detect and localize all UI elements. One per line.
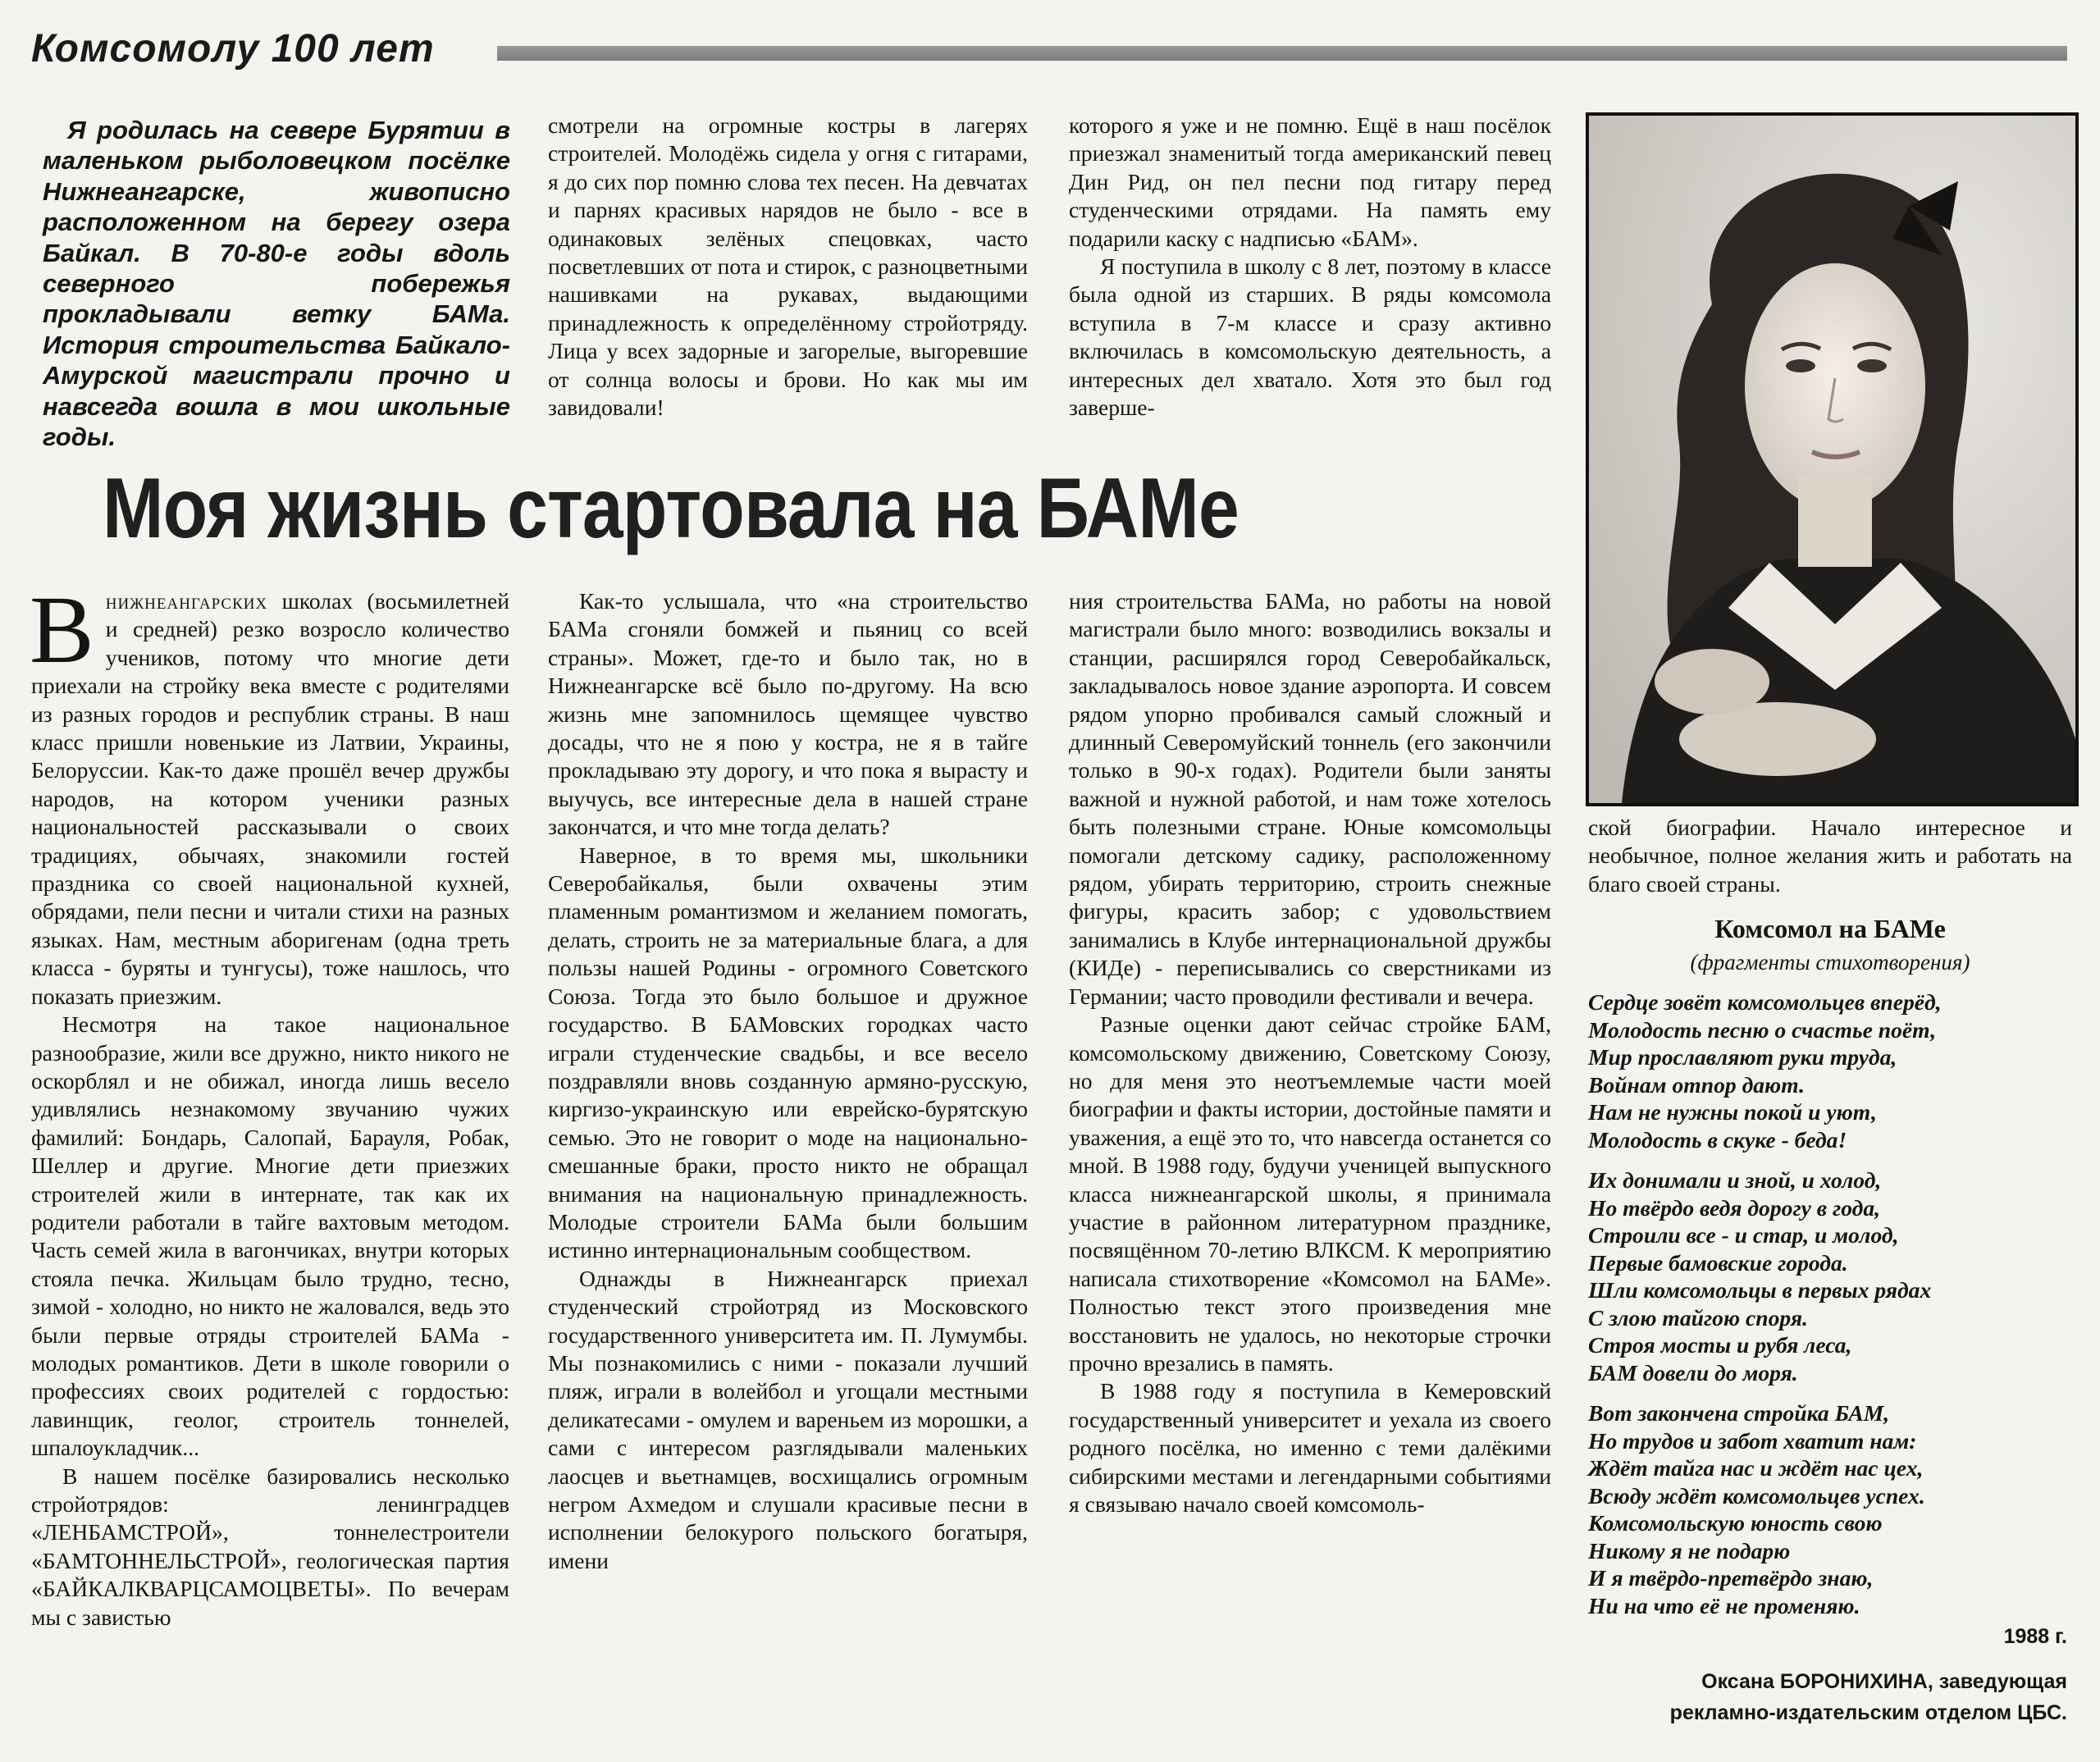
poem-line: Молодость в скуке - беда!	[1588, 1126, 1847, 1153]
paragraph: Наверное, в то время мы, школьники Северобайкалья, были охвачены этим пламенным романтизмом и желанием помогать, делать, строить не за материальные блага, а для пользы нашей Родины - огромного Советского Союза. Тогда это было большое и дружное государство. В БАМовских городках часто играли студенческие свадьбы, и все весело поздравляли вновь созданную армяно-русскую, киргизо-украинскую или еврейско-бурятскую семью. Это не говорит о моде на национально-смешанные браки, просто никто не обращал внимания на национальную принадлежность. Молодые строители БАМа были большим истинно интернациональным сообществом.	[548, 842, 1028, 1263]
main-column-1	[30, 576, 509, 1632]
poem-stanza	[1588, 1399, 2080, 1619]
rubric-title: Комсомолу 100 лет	[31, 27, 435, 71]
poem-line: Ждёт тайга нас и ждёт нас цех,	[1588, 1455, 1924, 1481]
poem-line: Шли комсомольцы в первых рядах	[1588, 1277, 1932, 1303]
author-signature	[1608, 1666, 2067, 1728]
rubric-bar	[497, 46, 2067, 61]
poem	[1588, 988, 2080, 1632]
paragraph: ской биографии. Начало интересное и необычное, полное желания жить и работать на благо своей страны.	[1588, 815, 2072, 897]
poem-line: Их донимали и зной, и холод,	[1588, 1167, 1882, 1193]
poem-line: С злою тайгою споря.	[1588, 1304, 1808, 1331]
portrait-photo	[1586, 112, 2079, 806]
main-column-2	[548, 587, 1028, 1575]
poem-year: 1988 г.	[2003, 1625, 2067, 1648]
poem-line: Но трудов и забот хватит нам:	[1588, 1427, 1917, 1454]
paragraph: Я поступила в школу с 8 лет, поэтому в классе была одной из старших. В ряды комсомола вступила в 7-м классе и сразу активно включилась в комсомольскую деятельность, а интересных дел хватало. Хотя это был год заверше-	[1069, 253, 1551, 421]
poem-line: Строя мосты и рубя леса,	[1588, 1332, 1852, 1358]
main-column-3	[1069, 587, 1551, 1518]
poem-line: Нам не нужны покой и уют,	[1588, 1099, 1877, 1125]
poem-line: Войнам отпор дают.	[1588, 1071, 1805, 1098]
first-text: школах (восьмилетней и средней) резко возросло количество учеников, потому что многие дети приехали на стройку века вместе с родителями из разных городов и республик страны. В наш класс пришли новенькие из Латвии, Украины, Белоруссии. Как-то даже прошёл вечер дружбы народов, на котором ученики разных национальностей рассказывали о своих традициях, обычаях, знакомили гостей праздника со своей национальной кухней, обрядами, пели песни и читали стихи на разных языках. Нам, местным аборигенам (одна треть класса - буряты и тунгусы), тоже нашлось, что показать приезжим.	[31, 588, 509, 1009]
poem-line: Мир прославляют руки труда,	[1588, 1044, 1897, 1070]
paragraph: Несмотря на такое национальное разнообразие, жили все дружно, никто никого не оскорблял и не обижал, иногда лишь весело удивлялись незнакомому звучанию чужих фамилий: Бондарь, Салопай, Барауля, Робак, Шеллер и другие. Многие дети приезжих строителей жили в интернате, так как их родители работали в тайге вахтовым методом. Часть семей жила в вагончиках, внутри которых стояла печка. Жильцам было трудно, тесно, зимой - холодно, но никто не жаловался, ведь это были первые отряды строителей БАМа - молодых романтиков. Дети в школе говорили о профессиях своих родителей с гордостью: лавинщик, геолог, строитель тоннелей, шпалоукладчик...	[31, 1011, 509, 1461]
poem-stanza	[1588, 988, 2080, 1153]
paragraph: В 1988 году я поступила в Кемеровский государственный университет и уехала из своего родного посёлка, но именно с теми далёкими сибирскими местами и легендарными событиями я связываю начало своей комсомоль-	[1069, 1378, 1551, 1517]
poem-line: Первые бамовские города.	[1588, 1249, 1848, 1276]
headline: Моя жизнь стартовала на БАМе	[103, 461, 1239, 556]
poem-line: Комсомольскую юность свою	[1588, 1510, 1883, 1536]
paragraph: Разные оценки дают сейчас стройке БАМ, комсомольскому движению, Советскому Союзу, но для меня это неотъемлемые части моей биографии и факты истории, достойные памяти и уважения, а ещё это то, что навсегда останется со мной. В 1988 году, будучи ученицей выпускного класса нижнеангарской школы, я принимала участие в районном литературном празднике, посвящённом 70-летию ВЛКСМ. К мероприятию написала стихотворение «Комсомол на БАМе». Полностью текст этого произведения мне восстановить не удалось, но некоторые строчки прочно врезались в память.	[1069, 1011, 1551, 1376]
poem-line: Ни на что её не променяю.	[1588, 1592, 1860, 1618]
author-line-2: рекламно-издательским отделом ЦБС.	[1669, 1701, 2067, 1724]
poem-line: Вот закончена стройка БАМ,	[1588, 1400, 1890, 1426]
top-column-3	[1069, 112, 1551, 422]
drop-cap: В	[30, 576, 94, 683]
paragraph: которого я уже и не помню. Ещё в наш посёлок приезжал знаменитый тогда американский певец Дин Рид, он пел песни под гитару перед студенческими отрядами. На память ему подарили каску с надписью «БАМ».	[1069, 112, 1551, 251]
paragraph: Как-то услышала, что «на строительство БАМа сгоняли бомжей и пьяниц со всей страны». Может, где-то и было так, но в Нижнеангарске всё было по-другому. На всю жизнь мне запомнилось щемящее чувство досады, что не я пою у костра, не я в тайге прокладываю эту дорогу, и что пока я вырасту и выучусь, все интересные дела в нашей стране закончатся, и что мне тогда делать?	[548, 588, 1028, 840]
poem-line: Никому я не подарю	[1588, 1537, 1791, 1563]
poem-stanza	[1588, 1166, 2080, 1386]
paragraph: ния строительства БАМа, но работы на новой магистрали было много: возводились вокзалы и станции, расширялся город Северобайкальск, закладывалось новое здание аэропорта. И совсем рядом упорно пробивался самый сложный и длинный Северомуйский тоннель (его закончили только в 90-х годах). Родители были заняты важной и нужной работой, и нам тоже хотелось быть полезными стране. Юные комсомольцы помогали детскому садику, расположенному рядом, убирать территорию, строить снежные фигуры, красить забор; с удовольствием занимались в Клубе интернациональной дружбы (КИДе) - переписывались со сверстниками из Германии; часто проводили фестивали и вечера.	[1069, 588, 1551, 1009]
poem-line: И я твёрдо-претвёрдо знаю,	[1588, 1565, 1874, 1591]
poem-line: Сердце зовёт комсомольцев вперёд,	[1588, 989, 1942, 1015]
top-column-2	[548, 112, 1028, 422]
paragraph	[30, 576, 509, 1011]
first-word: нижнеангарских	[105, 588, 268, 614]
author-line-1: Оксана БОРОНИХИНА, заведующая	[1701, 1670, 2067, 1693]
poem-line: Строили все - и стар, и молод,	[1588, 1222, 1899, 1248]
poem-line: Молодость песню о счастье поёт,	[1588, 1016, 1937, 1043]
paragraph: смотрели на огромные костры в лагерях строителей. Молодёжь сидела у огня с гитарами, я до сих пор помню слова тех песен. На девчатах и парнях красивых нарядов не было - все в одинаковых зелёных спецовках, часто посветлевших от пота и стирок, с разноцветными нашивками на рукавах, выдающими принадлежность к определённому стройотряду. Лица у всех задорные и загорелые, выгоревшие от солнца волосы и брови. Но как мы им завидовали!	[548, 112, 1028, 421]
poem-line: Но твёрдо ведя дорогу в года,	[1588, 1194, 1881, 1221]
poem-subtitle: (фрагменты стихотворения)	[1690, 950, 1970, 975]
poem-title: Комсомол на БАМе	[1714, 914, 1946, 943]
poem-line: Всюду ждёт комсомольцев успех.	[1588, 1482, 1925, 1509]
lead-paragraph: Я родилась на севере Бурятии в маленьком рыболовецком посёлке Нижнеангарске, живописно расположенном на берегу озера Байкал. В 70-80-е годы вдоль северного побережья прокладывали ветку БАМа. История строительства Байкало-Амурской магистрали прочно и навсегда вошла в мои школьные годы.	[43, 116, 510, 452]
poem-line: БАМ довели до моря.	[1588, 1359, 1798, 1385]
paragraph: В нашем посёлке базировались несколько стройотрядов: ленинградцев «ЛЕНБАМСТРОЙ», тоннелестроители «БАМТОННЕЛЬСТРОЙ», геологическая партия «БАЙКАЛКВАРЦСАМОЦВЕТЫ». По вечерам мы с завистью	[31, 1463, 509, 1630]
column-4-text	[1588, 814, 2072, 898]
paragraph: Однажды в Нижнеангарск приехал студенческий стройотряд из Московского государственного университета им. П. Лумумбы. Мы познакомились с ними - показали лучший пляж, играли в волейбол и угощали местными деликатесами - омулем и вареньем из морошки, а сами с интересом разглядывали маленьких лаосцев и вьетнамцев, восхищались огромным негром Ахмедом и слушали красивые песни в исполнении белокурого польского богатыря, имени	[548, 1265, 1028, 1573]
